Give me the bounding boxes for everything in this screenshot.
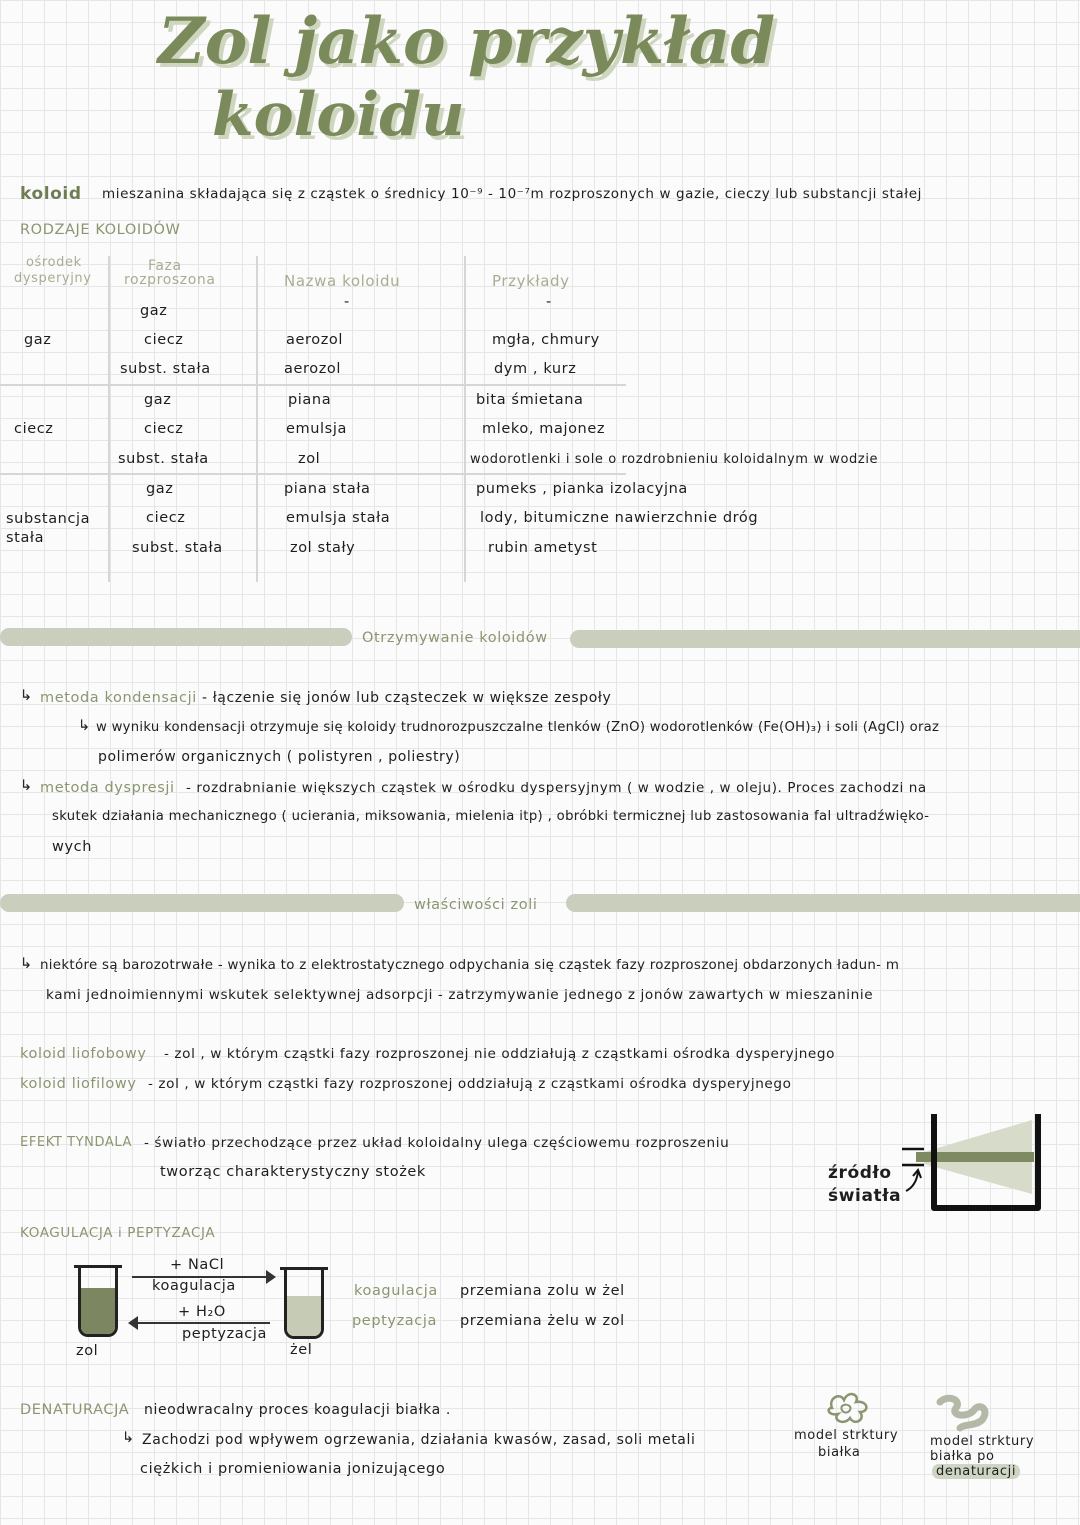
dispersion-label: metoda dyspresji — [40, 780, 175, 796]
section-divider-right — [566, 894, 1080, 912]
types-heading: RODZAJE KOLOIDÓW — [20, 222, 181, 238]
light-source-label-2: światła — [828, 1186, 902, 1206]
page-title-line1: Zol jako przykład — [158, 4, 776, 79]
example-cell: bita śmietana — [476, 392, 584, 408]
name-cell: aerozol — [286, 332, 344, 348]
example-cell: dym , kurz — [494, 361, 577, 377]
gel-test-tube — [284, 1270, 324, 1339]
process-bottom: peptyzacja — [182, 1326, 267, 1342]
header-phase-1: Faza — [148, 258, 182, 274]
name-cell: emulsja — [286, 421, 347, 437]
phase-cell: subst. stała — [118, 451, 209, 467]
section-divider-right — [570, 630, 1080, 648]
tyndall-text2: tworząc charakterystyczny stożek — [160, 1164, 426, 1180]
header-medium-2: dysperyjny — [14, 271, 92, 286]
reagent-bottom: + H₂O — [178, 1304, 226, 1320]
light-source-label-1: źródło — [828, 1163, 892, 1183]
lyophobic-label: koloid liofobowy — [20, 1046, 147, 1062]
native-model-label-2: białka — [818, 1445, 861, 1460]
tyndall-label: EFEKT TYNDALA — [20, 1135, 133, 1150]
medium-gaz: gaz — [24, 332, 52, 348]
denaturation-text: nieodwracalny proces koagulacji białka . — [144, 1402, 451, 1418]
name-cell: piana — [288, 392, 332, 408]
definition-term: koloid — [20, 184, 82, 204]
arrow-icon: ↳ — [20, 688, 33, 704]
phase-cell: gaz — [140, 303, 168, 319]
lyophilic-label: koloid liofilowy — [20, 1076, 137, 1092]
phase-cell: ciecz — [144, 421, 184, 437]
coagulation-heading: KOAGULACJA i PEPTYZACJA — [20, 1225, 216, 1241]
phase-cell: subst. stała — [120, 361, 211, 377]
obtaining-heading: Otrzymywanie koloidów — [362, 630, 548, 646]
denaturation-sub1: Zachodzi pod wpływem ogrzewania, działania kwasów, zasad, soli metali — [142, 1432, 696, 1448]
reagent-top: + NaCl — [170, 1257, 225, 1273]
arrow-icon: ↳ — [20, 778, 33, 794]
name-cell: zol stały — [290, 540, 356, 556]
right-tube-label: żel — [290, 1342, 313, 1358]
native-protein-icon — [824, 1386, 876, 1428]
coagulation-def-text: przemiana zolu w żel — [460, 1283, 625, 1299]
example-cell: lody, bitumiczne nawierzchnie dróg — [480, 510, 759, 526]
process-top: koagulacja — [152, 1278, 236, 1294]
dispersion-text3: wych — [52, 839, 93, 855]
arrow-head-right — [266, 1270, 276, 1284]
example-cell: rubin ametyst — [488, 540, 598, 556]
name-cell: piana stała — [284, 481, 371, 497]
medium-substancja-stala: substancja stała — [6, 511, 91, 546]
tyndall-text1: - światło przechodzące przez układ koloidalny ulega częściowemu rozproszeniu — [144, 1135, 730, 1151]
peptization-def-text: przemiana żelu w zol — [460, 1313, 625, 1329]
properties-line1: niektóre są barozotrwałe - wynika to z elektrostatycznego odpychania się cząstek fazy rozproszonej obdarzonych ładun- m — [40, 958, 900, 973]
header-phase-2: rozproszona — [124, 272, 216, 288]
section-divider-left — [0, 628, 352, 646]
arrow-icon: ↳ — [78, 718, 91, 734]
medium-ciecz: ciecz — [14, 421, 54, 437]
header-examples: Przykłady — [492, 272, 570, 290]
name-cell: - — [344, 294, 350, 310]
reverse-arrow — [136, 1322, 270, 1324]
properties-line2: kami jednoimiennymi wskutek selektywnej adsorpcji - zatrzymywanie jednego z jonów zawartych w mieszaninie — [46, 987, 874, 1003]
example-cell: mleko, majonez — [482, 421, 606, 437]
properties-heading: właściwości zoli — [414, 897, 538, 913]
arrow-icon: ↳ — [122, 1430, 135, 1446]
dispersion-text1: - rozdrabnianie większych cząstek w ośrodku dyspersyjnym ( w wodzie , w oleju). Proces zachodzi na — [186, 780, 927, 796]
arrow-head-left — [128, 1316, 138, 1330]
condensation-text: - łączenie się jonów lub cząsteczek w większe zespoły — [202, 690, 612, 706]
coagulation-def-label: koagulacja — [354, 1283, 438, 1299]
condensation-sub2: polimerów organicznych ( polistyren , poliestry) — [98, 749, 461, 765]
denaturation-sub2: ciężkich i promieniowania jonizującego — [140, 1461, 446, 1477]
section-divider-left — [0, 894, 404, 912]
peptization-def-label: peptyzacja — [352, 1313, 437, 1329]
arrow-icon: ↳ — [20, 956, 33, 972]
header-medium-1: ośrodek — [26, 255, 82, 270]
denatured-model-label-1: model strktury — [930, 1434, 1035, 1449]
sol-test-tube — [78, 1268, 118, 1337]
name-cell: aerozol — [284, 361, 342, 377]
header-name: Nazwa koloidu — [284, 272, 401, 290]
name-cell: emulsja stała — [286, 510, 391, 526]
left-tube-label: zol — [76, 1343, 99, 1359]
example-cell: mgła, chmury — [492, 332, 600, 348]
condensation-label: metoda kondensacji — [40, 690, 197, 706]
lyophilic-text: - zol , w którym cząstki fazy rozproszonej oddziałują z cząstkami ośrodka dysperyjnego — [148, 1076, 792, 1092]
page-title-line2: koloidu — [212, 80, 465, 150]
phase-cell: ciecz — [146, 510, 186, 526]
example-cell: - — [546, 294, 552, 310]
example-cell: pumeks , pianka izolacyjna — [476, 481, 688, 497]
definition-text: mieszanina składająca się z cząstek o średnicy 10⁻⁹ - 10⁻⁷m rozproszonych w gazie, cieczy lub substancji stałej — [102, 186, 923, 202]
phase-cell: gaz — [146, 481, 174, 497]
name-cell: zol — [298, 451, 321, 467]
denaturation-label: DENATURACJA — [20, 1402, 130, 1418]
example-cell: wodorotlenki i sole o rozdrobnieniu koloidalnym w wodzie — [470, 452, 879, 467]
phase-cell: gaz — [144, 392, 172, 408]
condensation-sub1: w wyniku kondensacji otrzymuje się koloidy trudnorozpuszczalne tlenków (ZnO) wodorotlenków (Fe(OH)₃) i soli (AgCl) oraz — [96, 720, 940, 735]
denatured-protein-icon — [934, 1392, 994, 1432]
phase-cell: ciecz — [144, 332, 184, 348]
forward-arrow — [132, 1276, 270, 1278]
native-model-label-1: model strktury — [794, 1428, 899, 1443]
lyophobic-text: - zol , w którym cząstki fazy rozproszonej nie oddziałują z cząstkami ośrodka dysperyjnego — [164, 1046, 836, 1062]
phase-cell: subst. stała — [132, 540, 223, 556]
dispersion-text2: skutek działania mechanicznego ( ucierania, miksowania, mielenia itp) , obróbki termicznej lub zastosowania fal ultradźwięko- — [52, 809, 930, 824]
denatured-model-label-2: białka po — [930, 1449, 995, 1464]
denatured-model-label-3: denaturacji — [932, 1464, 1020, 1479]
